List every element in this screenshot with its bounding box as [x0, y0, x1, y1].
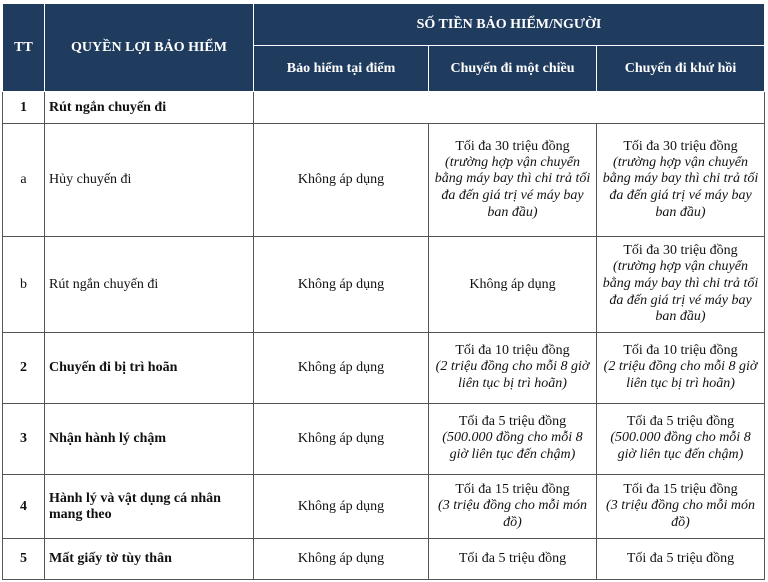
round-value	[597, 404, 765, 475]
local-value: Không áp dụng	[254, 124, 429, 237]
round-note: (2 triệu đồng cho mỗi 8 giờ liên tục bị trì hoãn)	[603, 359, 758, 391]
round-value	[597, 124, 765, 237]
row-number: b	[3, 237, 45, 333]
benefit-name: Nhận hành lý chậm	[45, 404, 254, 475]
local-value: Không áp dụng	[254, 237, 429, 333]
benefit-name: Chuyến đi bị trì hoãn	[45, 333, 254, 404]
header-benefit: QUYỀN LỢI BẢO HIỂM	[45, 4, 254, 92]
insurance-benefits-table	[2, 3, 765, 580]
table-row	[3, 124, 765, 237]
oneway-value	[429, 333, 597, 404]
table-row	[3, 539, 765, 580]
oneway-note: (2 triệu đồng cho mỗi 8 giờ liên tục bị trì hoãn)	[435, 359, 590, 391]
empty-cell	[254, 92, 765, 124]
oneway-main: Tối đa 5 triệu đồng	[458, 414, 567, 430]
round-value	[597, 237, 765, 333]
round-value	[597, 333, 765, 404]
oneway-value	[429, 404, 597, 475]
oneway-value: Không áp dụng	[429, 237, 597, 333]
row-number: 1	[3, 92, 45, 124]
benefit-name: Hủy chuyến đi	[45, 124, 254, 237]
oneway-main: Tối đa 10 triệu đồng	[455, 343, 570, 359]
header-local: Bảo hiểm tại điểm	[254, 46, 429, 92]
row-number: 4	[3, 475, 45, 539]
header-round: Chuyến đi khứ hồi	[597, 46, 765, 92]
benefit-name: Rút ngắn chuyến đi	[45, 92, 254, 124]
table-row	[3, 475, 765, 539]
local-value: Không áp dụng	[254, 333, 429, 404]
round-note: (trường hợp vận chuyển bằng máy bay thì chi trả tối đa đến giá trị vé máy bay ban đầu)	[602, 259, 759, 325]
round-note: (3 triệu đồng cho mỗi món đồ)	[606, 497, 755, 530]
header-tt: TT	[3, 4, 45, 92]
benefit-name: Hành lý và vật dụng cá nhân mang theo	[45, 475, 254, 539]
round-main: Tối đa 5 triệu đồng	[626, 414, 735, 430]
benefit-name: Rút ngắn chuyến đi	[45, 237, 254, 333]
local-value: Không áp dụng	[254, 539, 429, 580]
oneway-main: Tối đa 30 triệu đồng	[455, 138, 570, 154]
oneway-note: (3 triệu đồng cho mỗi món đồ)	[438, 497, 587, 530]
round-main: Tối đa 15 triệu đồng	[623, 481, 738, 497]
header-amount: SỐ TIỀN BẢO HIỂM/NGƯỜI	[254, 4, 765, 46]
local-value: Không áp dụng	[254, 475, 429, 539]
row-number: 5	[3, 539, 45, 580]
round-note: (trường hợp vận chuyển bằng máy bay thì chi trả tối đa đến giá trị vé máy bay ban đầu)	[602, 154, 759, 220]
row-number: 3	[3, 404, 45, 475]
table-row	[3, 404, 765, 475]
round-main: Tối đa 30 triệu đồng	[623, 138, 738, 154]
round-value: Tối đa 5 triệu đồng	[597, 539, 765, 580]
oneway-value: Tối đa 5 triệu đồng	[429, 539, 597, 580]
table-row	[3, 237, 765, 333]
oneway-note: (trường hợp vận chuyển bằng máy bay thì chi trả tối đa đến giá trị vé máy bay ban đầu)	[434, 154, 591, 220]
round-main: Tối đa 30 triệu đồng	[623, 243, 738, 259]
local-value: Không áp dụng	[254, 404, 429, 475]
table-row	[3, 92, 765, 124]
table-row	[3, 333, 765, 404]
oneway-value	[429, 124, 597, 237]
oneway-main: Tối đa 15 triệu đồng	[455, 481, 570, 497]
row-number: 2	[3, 333, 45, 404]
round-value	[597, 475, 765, 539]
header-oneway: Chuyến đi một chiều	[429, 46, 597, 92]
benefit-name: Mất giấy tờ tùy thân	[45, 539, 254, 580]
row-number: a	[3, 124, 45, 237]
round-note: (500.000 đồng cho mỗi 8 giờ liên tục đến chậm)	[610, 430, 751, 462]
round-main: Tối đa 10 triệu đồng	[623, 343, 738, 359]
oneway-note: (500.000 đồng cho mỗi 8 giờ liên tục đến chậm)	[442, 430, 583, 462]
oneway-value	[429, 475, 597, 539]
